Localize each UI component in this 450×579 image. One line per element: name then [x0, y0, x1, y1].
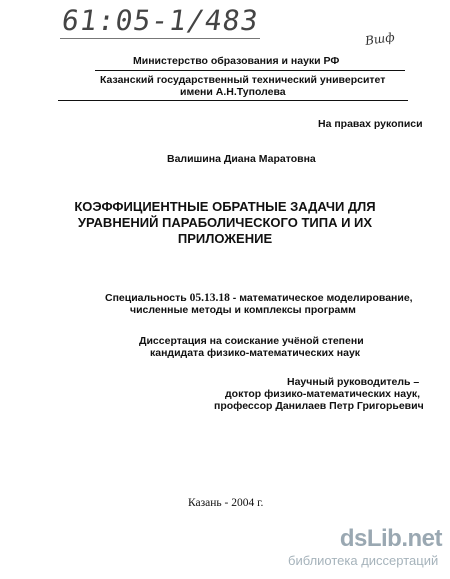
- handwritten-mark: Вшф: [364, 30, 396, 48]
- header-bottom-divider: [58, 100, 408, 101]
- specialty-description: - математическое моделирование,: [232, 292, 413, 304]
- specialty-code: 05.13.18: [189, 292, 230, 304]
- advisor-degree: доктор физико-математических наук,: [225, 388, 421, 400]
- university-name: Казанский государственный технический университет: [100, 74, 386, 86]
- title-line: ПРИЛОЖЕНИЕ: [177, 231, 273, 246]
- handwritten-archive-code: 61:05-1/483: [59, 4, 261, 37]
- degree-line-2: кандидата физико-математических наук: [150, 347, 361, 359]
- dslib-logo-text: dsLib.net: [339, 525, 442, 552]
- handwritten-underline: [60, 38, 260, 39]
- advisor-name: профессор Данилаев Петр Григорьевич: [214, 400, 424, 412]
- title-line: УРАВНЕНИЙ ПАРАБОЛИЧЕСКОГО ТИПА И ИХ: [77, 215, 373, 230]
- advisor-heading: Научный руководитель –: [287, 376, 420, 388]
- specialty-line-2: численные методы и комплексы программ: [130, 304, 356, 316]
- place-year: Казань - 2004 г.: [188, 497, 264, 509]
- dslib-watermark: [326, 525, 442, 553]
- university-named-after: имени А.Н.Туполева: [180, 86, 286, 98]
- rights-note: На правах рукописи: [318, 118, 423, 130]
- header-divider: [95, 70, 405, 71]
- specialty-label: Специальность: [105, 292, 187, 304]
- author-name: Валишина Диана Маратовна: [167, 153, 316, 165]
- degree-line-1: Диссертация на соискание учёной степени: [139, 335, 364, 347]
- dissertation-title: [60, 199, 390, 247]
- dslib-caption: библиотека диссертаций: [288, 553, 439, 568]
- title-line: КОЭФФИЦИЕНТНЫЕ ОБРАТНЫЕ ЗАДАЧИ ДЛЯ: [74, 199, 376, 214]
- ministry-name: Министерство образования и науки РФ: [133, 55, 340, 67]
